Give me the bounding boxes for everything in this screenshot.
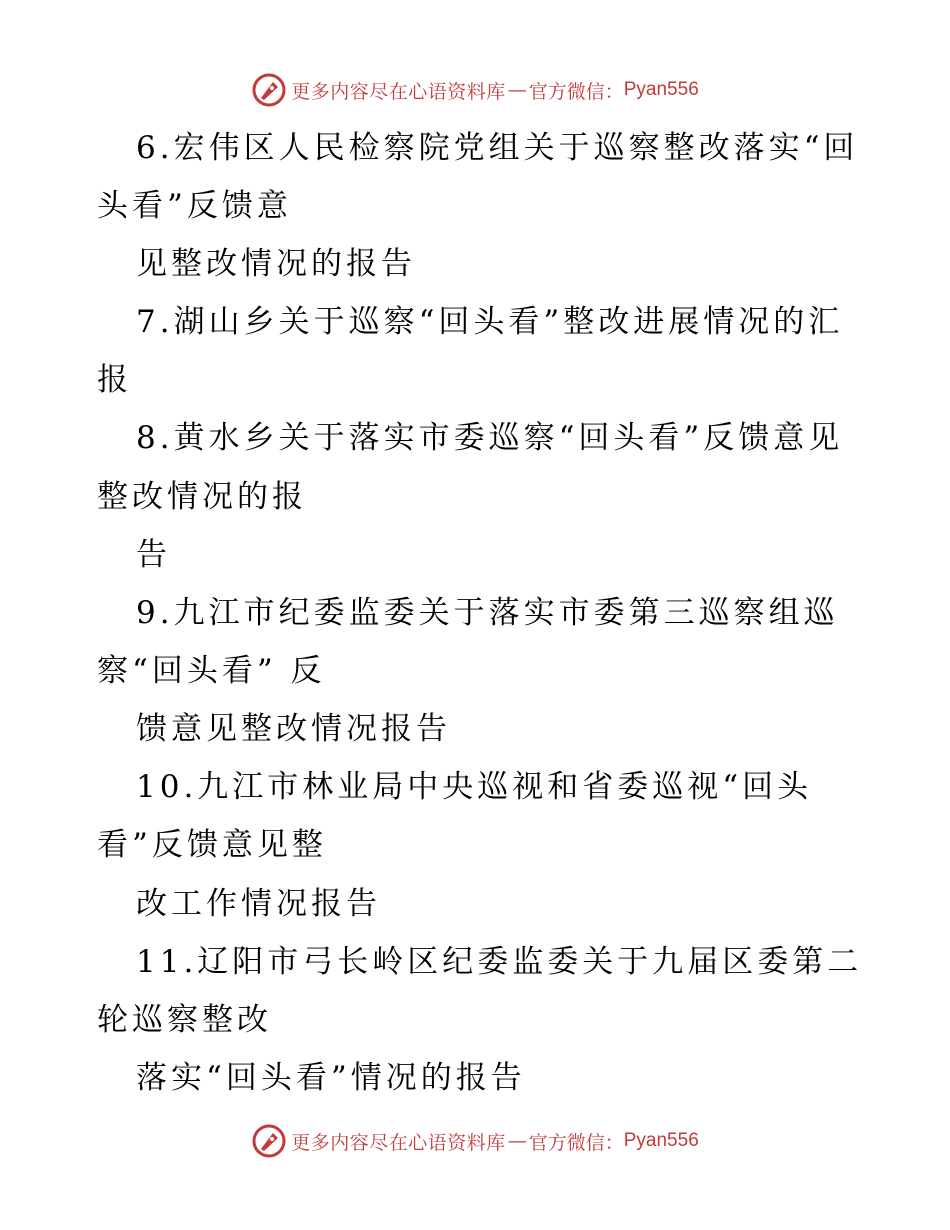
item-10-line-2: 看”反馈意见整 <box>97 827 327 863</box>
item-9-line-2: 察“回头看” 反 <box>97 653 326 689</box>
item-8-line-1: 8.黄水乡关于落实市委巡察“回头看”反馈意见 <box>136 420 844 456</box>
banner-separator: — <box>507 1130 527 1152</box>
banner-text: 更多内容尽在心语资料库 <box>291 1131 506 1154</box>
item-10-line-3: 改工作情况报告 <box>136 886 381 922</box>
pen-nib-circle-icon <box>251 1123 287 1159</box>
banner-contact-label: 官方微信： <box>528 1131 624 1154</box>
item-8-line-2: 整改情况的报 <box>97 479 307 515</box>
item-9-line-1: 9.九江市纪委监委关于落实市委第三巡察组巡 <box>136 595 839 631</box>
banner-separator: — <box>507 79 527 101</box>
item-11-line-3: 落实“回头看”情况的报告 <box>136 1060 526 1096</box>
item-9-line-3: 馈意见整改情况报告 <box>136 711 451 747</box>
banner-handle: Pyan556 <box>623 1130 699 1151</box>
banner-contact-label: 官方微信： <box>528 80 624 103</box>
banner-text: 更多内容尽在心语资料库 <box>291 80 506 103</box>
item-11-line-1: 11.辽阳市弓长岭区纪委监委关于九届区委第二 <box>136 944 863 980</box>
header-banner <box>0 70 950 110</box>
item-7-line-1: 7.湖山乡关于巡察“回头看”整改进展情况的汇 <box>136 304 844 340</box>
item-10-line-1: 10.九江市林业局中央巡视和省委巡视“回头 <box>136 769 813 805</box>
item-8-line-3: 告 <box>136 537 171 573</box>
item-6-line-1: 6.宏伟区人民检察院党组关于巡察整改落实“回 <box>136 130 859 166</box>
footer-banner <box>0 1121 950 1161</box>
item-6-line-3: 见整改情况的报告 <box>136 246 416 282</box>
pen-nib-circle-icon <box>251 72 287 108</box>
item-11-line-2: 轮巡察整改 <box>97 1002 272 1038</box>
item-6-line-2: 头看”反馈意 <box>97 188 292 224</box>
item-7-line-2: 报 <box>97 362 132 398</box>
banner-handle: Pyan556 <box>623 79 699 100</box>
